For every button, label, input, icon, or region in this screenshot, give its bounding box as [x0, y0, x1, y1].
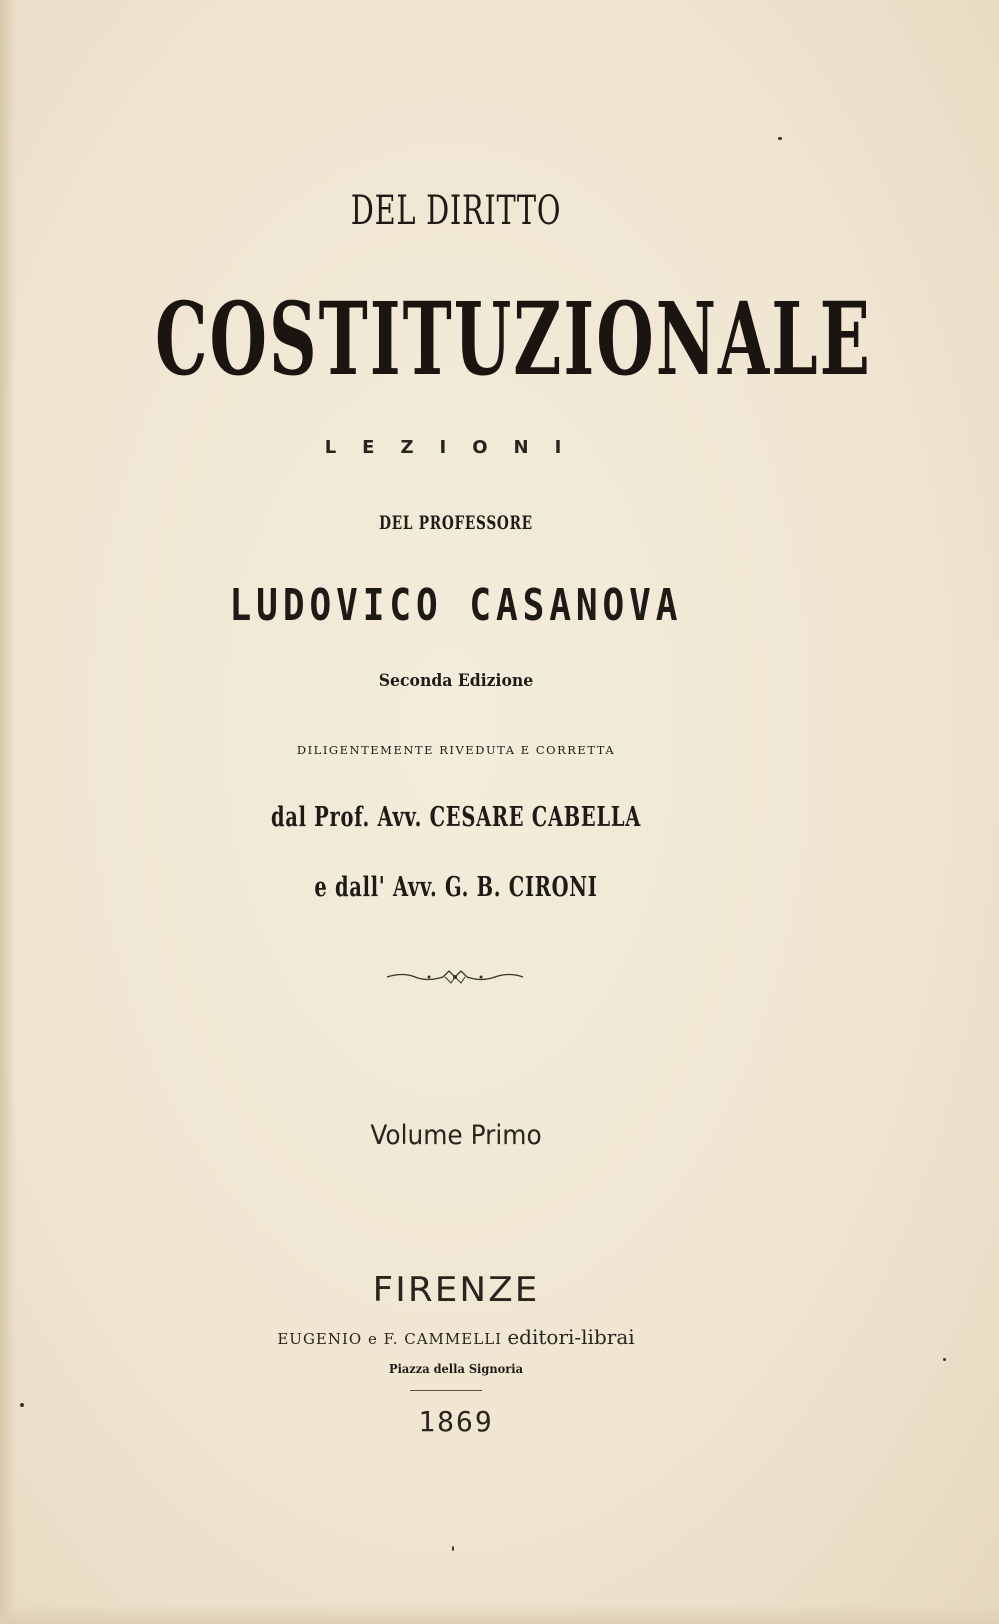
publisher-address: Piazza della Signoria	[388, 1362, 523, 1376]
floral-ornament-icon	[385, 968, 525, 986]
paper-speck	[943, 1358, 946, 1361]
publisher-role: editori-librai	[507, 1325, 635, 1349]
subtitle: LEZIONI	[324, 437, 588, 458]
title-line-2: COSTITUZIONALE	[155, 280, 872, 398]
page-edge-shadow	[0, 0, 16, 1624]
paper-speck	[452, 1546, 454, 1551]
editor-line-1: dal Prof. Avv. CESARE CABELLA	[270, 802, 642, 833]
imprint-city: FIRENZE	[372, 1270, 540, 1310]
publisher-name: EUGENIO e F. CAMMELLI	[277, 1330, 503, 1348]
volume-label: Volume Primo	[370, 1120, 542, 1151]
page-bottom-shadow	[0, 1604, 999, 1624]
publication-year: 1869	[418, 1405, 494, 1438]
divider-rule	[410, 1390, 482, 1391]
editor-line-2: e dall' Avv. G. B. CIRONI	[314, 872, 598, 903]
edition-label: Seconda Edizione	[378, 671, 534, 691]
revision-note: DILIGENTEMENTE RIVEDUTA E CORRETTA	[296, 744, 616, 757]
publisher-line	[0, 1325, 912, 1350]
author-name: LUDOVICO CASANOVA	[229, 580, 683, 631]
paper-speck	[20, 1403, 24, 1407]
title-line-1: DEL DIRITTO	[350, 188, 562, 234]
paper-speck	[778, 137, 782, 140]
author-prefix: DEL PROFESSORE	[379, 512, 533, 534]
